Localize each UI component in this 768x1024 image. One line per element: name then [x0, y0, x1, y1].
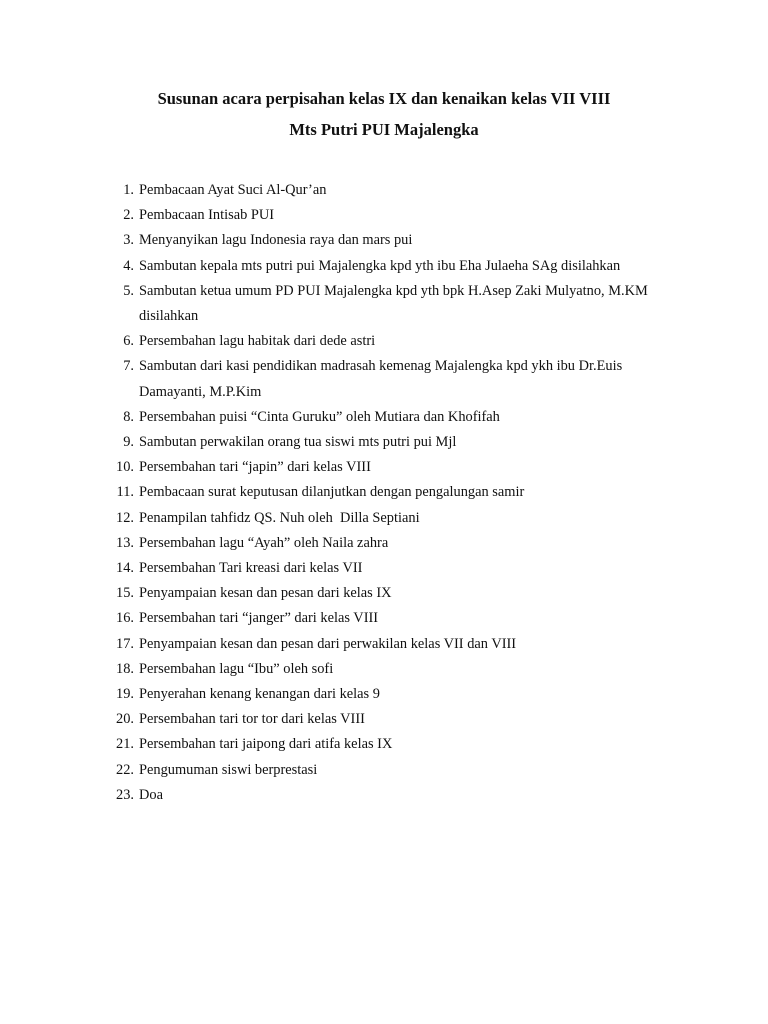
item-number: 2.: [123, 207, 134, 224]
list-item: [0, 531, 768, 556]
item-text: Persembahan tari jaipong dari atifa kelas IX: [139, 736, 393, 753]
item-text: Persembahan tari tor tor dari kelas VIII: [139, 711, 365, 728]
item-text: Sambutan kepala mts putri pui Majalengka kpd yth ibu Eha Julaeha SAg disilahkan: [139, 257, 621, 274]
item-text: Persembahan lagu habitak dari dede astri: [139, 333, 376, 350]
list-item: [0, 707, 768, 732]
item-text: Doa: [139, 786, 163, 803]
list-item: [0, 556, 768, 581]
item-text: Pembacaan Intisab PUI: [139, 207, 275, 224]
item-text: Penyerahan kenang kenangan dari kelas 9: [139, 686, 380, 703]
agenda-list: [0, 178, 768, 808]
list-item: [0, 254, 768, 279]
item-text: Pembacaan Ayat Suci Al-Qur’an: [139, 182, 327, 198]
item-text: Persembahan tari “janger” dari kelas VIII: [139, 610, 379, 627]
item-text: Persembahan lagu “Ibu” oleh sofi: [139, 660, 334, 677]
item-number: 10.: [116, 459, 134, 476]
list-item: [0, 178, 768, 203]
item-number: 16.: [116, 610, 134, 627]
item-number: 15.: [116, 585, 134, 602]
item-text: Pengumuman siswi berprestasi: [139, 761, 318, 778]
item-text: Persembahan Tari kreasi dari kelas VII: [139, 560, 363, 577]
item-number: 17.: [116, 635, 134, 652]
item-text: Persembahan lagu “Ayah” oleh Naila zahra: [139, 534, 389, 551]
item-text: Persembahan tari “japin” dari kelas VIII: [139, 459, 371, 476]
item-number: 5.: [123, 282, 134, 299]
list-item: [0, 682, 768, 707]
item-number: 1.: [123, 182, 134, 198]
list-item: [0, 455, 768, 480]
list-item: [0, 405, 768, 430]
list-item: [0, 430, 768, 455]
item-number: 3.: [123, 232, 134, 249]
item-text: Penyampaian kesan dan pesan dari kelas IX: [139, 585, 392, 602]
item-text: Penyampaian kesan dan pesan dari perwakilan kelas VII dan VIII: [139, 635, 517, 652]
list-item: [0, 581, 768, 606]
document-title: Susunan acara perpisahan kelas IX dan kenaikan kelas VII VIII: [157, 89, 611, 108]
item-text: Persembahan puisi “Cinta Guruku” oleh Mutiara dan Khofifah: [139, 408, 500, 425]
list-item: [0, 732, 768, 757]
list-item: [0, 203, 768, 228]
list-item: [0, 279, 768, 329]
item-text: Menyanyikan lagu Indonesia raya dan mars pui: [139, 232, 413, 249]
item-number: 9.: [123, 434, 134, 451]
item-text: Sambutan perwakilan orang tua siswi mts putri pui Mjl: [139, 434, 457, 451]
list-item: [0, 329, 768, 354]
list-item: [0, 228, 768, 253]
list-item: [0, 783, 768, 808]
list-item: [0, 506, 768, 531]
item-number: 12.: [116, 509, 134, 526]
item-text: Penampilan tahfidz QS. Nuh oleh Dilla Septiani: [139, 509, 420, 526]
list-item: [0, 758, 768, 783]
item-number: 11.: [116, 484, 134, 501]
item-number: 21.: [116, 736, 134, 753]
item-number: 6.: [123, 333, 134, 350]
item-number: 8.: [123, 408, 134, 425]
item-number: 4.: [123, 257, 134, 274]
item-number: 18.: [116, 660, 134, 677]
list-item: [0, 354, 768, 404]
list-item: [0, 606, 768, 631]
item-number: 20.: [116, 711, 134, 728]
item-number: 7.: [123, 358, 134, 375]
item-number: 22.: [116, 761, 134, 778]
item-number: 19.: [116, 686, 134, 703]
item-number: 14.: [116, 560, 134, 577]
item-text: Pembacaan surat keputusan dilanjutkan dengan pengalungan samir: [139, 484, 525, 501]
item-number: 23.: [116, 786, 134, 803]
list-item: [0, 632, 768, 657]
document-subtitle: Mts Putri PUI Majalengka: [289, 120, 479, 139]
item-number: 13.: [116, 534, 134, 551]
list-item: [0, 480, 768, 505]
list-item: [0, 657, 768, 682]
item-text: Sambutan dari kasi pendidikan madrasah kemenag Majalengka kpd ykh ibu Dr.Euis Damayanti, M.P.Kim: [139, 358, 623, 400]
item-text: Sambutan ketua umum PD PUI Majalengka kpd yth bpk H.Asep Zaki Mulyatno, M.KM disilahkan: [139, 282, 648, 325]
